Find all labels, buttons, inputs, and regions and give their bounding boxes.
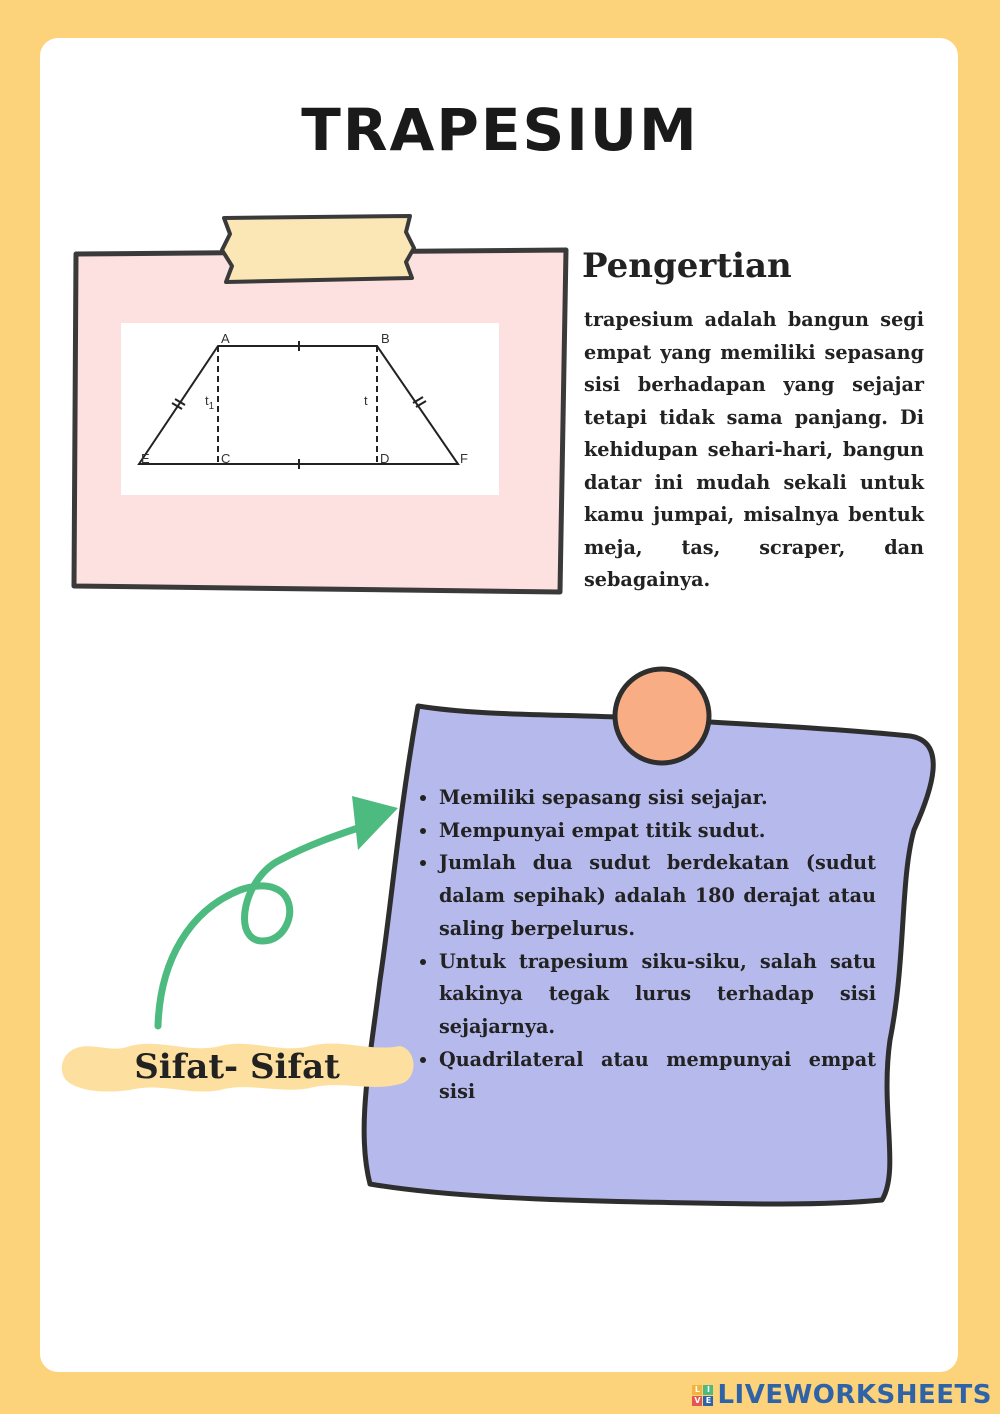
vertex-label-d: D (380, 451, 390, 466)
list-item: • Quadrilateral atau mempunyai empat sisi (439, 1044, 876, 1109)
page-title: TRAPESIUM (301, 96, 699, 164)
liveworksheets-brand[interactable] (692, 1380, 992, 1410)
list-item: • Jumlah dua sudut berdekatan (sudut dalam sepihak) adalah 180 derajat atau saling berpelurus. (439, 847, 876, 945)
pin (615, 669, 709, 763)
brand-logo-icon: L I V E (692, 1385, 713, 1406)
list-item: • Mempunyai empat titik sudut. (439, 815, 876, 848)
list-item: • Memiliki sepasang sisi sejajar. (439, 782, 876, 815)
tape (222, 216, 414, 282)
vertex-label-f: F (460, 451, 468, 466)
height-label-t: t (364, 393, 368, 408)
vertex-label-a: A (221, 331, 230, 346)
vertex-label-b: B (381, 331, 390, 346)
trapezoid-figure (121, 323, 499, 495)
sifat-list (413, 782, 876, 1109)
vertex-label-e: E (141, 451, 150, 466)
arrow (158, 824, 370, 1026)
sifat-label: Sifat- Sifat (134, 1047, 340, 1087)
trapezoid-outline (139, 346, 458, 464)
arrow-head (352, 796, 398, 850)
height-label-t1: $t_1$ (205, 393, 215, 412)
list-item: • Untuk trapesium siku-siku, salah satu kakinya tegak lurus terhadap sisi sejajarnya. (439, 946, 876, 1044)
pengertian-heading: Pengertian (582, 246, 792, 286)
pengertian-text: trapesium adalah bangun segi empat yang memiliki sepasang sisi berhadapan yang sejajar tetapi tidak sama panjang. Di kehidupan sehari-hari, bangun datar ini mudah sekali untuk kamu jumpai, misalnya bentuk meja, tas, scraper, dan sebagainya. (584, 308, 924, 591)
vertex-label-c: C (221, 451, 231, 466)
brand-text: LIVEWORKSHEETS (717, 1380, 992, 1410)
